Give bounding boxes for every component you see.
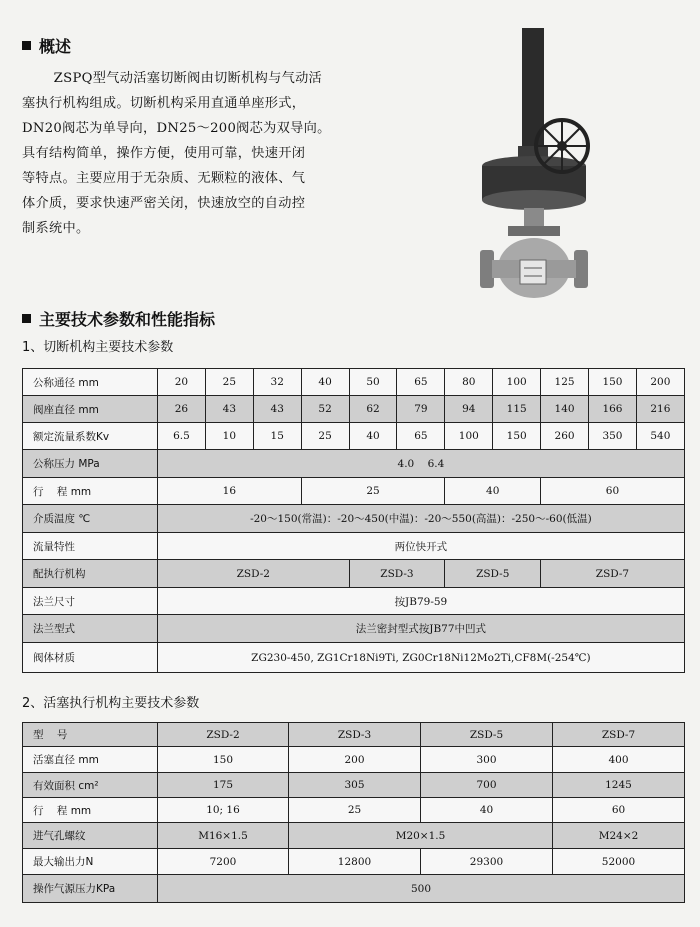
table-row [23, 823, 685, 849]
table-cell: ZSD-3 [289, 723, 421, 747]
actuator-params-table [22, 722, 685, 903]
table-cell: M20×1.5 [289, 823, 553, 849]
table-cell: 10; 16 [158, 798, 289, 823]
table-cell: 两位快开式 [158, 533, 685, 560]
section-title: 主要技术参数和性能指标 [39, 310, 216, 329]
table-cell: 150 [589, 369, 637, 396]
table-cell: 300 [421, 747, 553, 773]
table-cell: 216 [636, 396, 684, 423]
row-label: 有效面积 cm² [23, 773, 158, 798]
table-cell: 150 [493, 423, 541, 450]
table-cell: 12800 [289, 849, 421, 875]
table-cell: 62 [349, 396, 397, 423]
table-row [23, 423, 685, 450]
table-row [23, 369, 685, 396]
table-cell: 100 [445, 423, 493, 450]
row-label: 额定流量系数Kv [23, 423, 158, 450]
table-cell: 16 [158, 478, 302, 505]
table-cell: ZG230-450, ZG1Cr18Ni9Ti, ZG0Cr18Ni12Mo2Ti,CF8M(-254℃) [158, 643, 685, 673]
table-cell: 260 [541, 423, 589, 450]
table-cell: 43 [205, 396, 253, 423]
table-cell: 10 [205, 423, 253, 450]
table-row [23, 615, 685, 643]
table-row [23, 396, 685, 423]
subheading-shutoff: 1、切断机构主要技术参数 [22, 340, 174, 355]
table-cell: ZSD-3 [349, 560, 445, 588]
row-label: 最大输出力N [23, 849, 158, 875]
table-row [23, 875, 685, 903]
section-heading-params [22, 307, 215, 330]
intro-line: DN20阀芯为单导向，DN25～200阀芯为双导向。 [22, 121, 331, 136]
table-cell: 200 [636, 369, 684, 396]
table-cell: 25 [301, 423, 349, 450]
section-heading-overview [22, 34, 71, 57]
table-cell: 26 [158, 396, 206, 423]
intro-line: 具有结构简单，操作方便，使用可靠，快速开闭 [22, 146, 306, 161]
table-cell: 7200 [158, 849, 289, 875]
intro-line: 等特点。主要应用于无杂质、无颗粒的液体、气 [22, 171, 306, 186]
table-cell: 32 [253, 369, 301, 396]
shutoff-params-table [22, 368, 685, 673]
row-label: 介质温度 ℃ [23, 505, 158, 533]
table-cell: 200 [289, 747, 421, 773]
row-label: 阀体材质 [23, 643, 158, 673]
table-cell: ZSD-7 [541, 560, 685, 588]
table-cell: M16×1.5 [158, 823, 289, 849]
table-cell: ZSD-2 [158, 560, 350, 588]
row-label: 活塞直径 mm [23, 747, 158, 773]
table-cell: 40 [301, 369, 349, 396]
table-cell: 按JB79-59 [158, 588, 685, 615]
row-label: 行 程 mm [23, 478, 158, 505]
row-label: 阀座直径 mm [23, 396, 158, 423]
row-label: 进气孔螺纹 [23, 823, 158, 849]
table-cell: ZSD-2 [158, 723, 289, 747]
table-cell: 140 [541, 396, 589, 423]
table-cell: 40 [421, 798, 553, 823]
table-cell: 65 [397, 423, 445, 450]
table-cell: 175 [158, 773, 289, 798]
table-row [23, 478, 685, 505]
table-cell: 60 [553, 798, 685, 823]
table-row [23, 450, 685, 478]
table-cell: ZSD-7 [553, 723, 685, 747]
table-cell: 20 [158, 369, 206, 396]
bullet-square-icon [22, 41, 31, 50]
table-row [23, 849, 685, 875]
table-cell: 166 [589, 396, 637, 423]
table-cell: 65 [397, 369, 445, 396]
intro-paragraph [22, 66, 362, 241]
table-cell: M24×2 [553, 823, 685, 849]
table-cell: 25 [289, 798, 421, 823]
bullet-square-icon [22, 314, 31, 323]
table-cell: 350 [589, 423, 637, 450]
table-cell: 52 [301, 396, 349, 423]
subheading-actuator: 2、活塞执行机构主要技术参数 [22, 696, 200, 711]
table-cell: 40 [445, 478, 541, 505]
table-row [23, 798, 685, 823]
table-cell: 400 [553, 747, 685, 773]
row-label: 法兰尺寸 [23, 588, 158, 615]
intro-line: ZSPQ型气动活塞切断阀由切断机构与气动活 [53, 71, 323, 86]
table-cell: 94 [445, 396, 493, 423]
intro-line: 体介质，要求快速严密关闭，快速放空的自动控 [22, 196, 306, 211]
table-cell: 法兰密封型式按JB77中凹式 [158, 615, 685, 643]
table-cell: 60 [541, 478, 685, 505]
table-cell: 540 [636, 423, 684, 450]
row-label: 型 号 [23, 723, 158, 747]
table-cell: 80 [445, 369, 493, 396]
table-cell: 500 [158, 875, 685, 903]
table-row [23, 533, 685, 560]
table-cell: 4.0 6.4 [158, 450, 685, 478]
table-row [23, 560, 685, 588]
table-row [23, 505, 685, 533]
row-label: 法兰型式 [23, 615, 158, 643]
table-cell: 50 [349, 369, 397, 396]
table-cell: 305 [289, 773, 421, 798]
row-label: 配执行机构 [23, 560, 158, 588]
table-cell: -20～150(常温)：-20～450(中温)：-20～550(高温)：-250～-60(低温) [158, 505, 685, 533]
valve-product-image [478, 28, 598, 318]
table-row [23, 643, 685, 673]
table-cell: 43 [253, 396, 301, 423]
table-cell: ZSD-5 [421, 723, 553, 747]
table-cell: 40 [349, 423, 397, 450]
row-label: 操作气源压力KPa [23, 875, 158, 903]
table-cell: 15 [253, 423, 301, 450]
table-cell: 25 [301, 478, 445, 505]
table-cell: ZSD-5 [445, 560, 541, 588]
row-label: 流量特性 [23, 533, 158, 560]
intro-line: 塞执行机构组成。切断机构采用直通单座形式， [22, 96, 306, 111]
table-cell: 25 [205, 369, 253, 396]
table-cell: 79 [397, 396, 445, 423]
section-title: 概述 [39, 37, 72, 56]
table-row [23, 723, 685, 747]
table-cell: 29300 [421, 849, 553, 875]
table-row [23, 588, 685, 615]
intro-line: 制系统中。 [22, 221, 90, 236]
row-label: 行 程 mm [23, 798, 158, 823]
row-label: 公称通径 mm [23, 369, 158, 396]
table-cell: 6.5 [158, 423, 206, 450]
table-cell: 100 [493, 369, 541, 396]
table-cell: 700 [421, 773, 553, 798]
table-cell: 150 [158, 747, 289, 773]
table-row [23, 773, 685, 798]
table-cell: 125 [541, 369, 589, 396]
table-cell: 1245 [553, 773, 685, 798]
row-label: 公称压力 MPa [23, 450, 158, 478]
table-row [23, 747, 685, 773]
table-cell: 52000 [553, 849, 685, 875]
table-cell: 115 [493, 396, 541, 423]
